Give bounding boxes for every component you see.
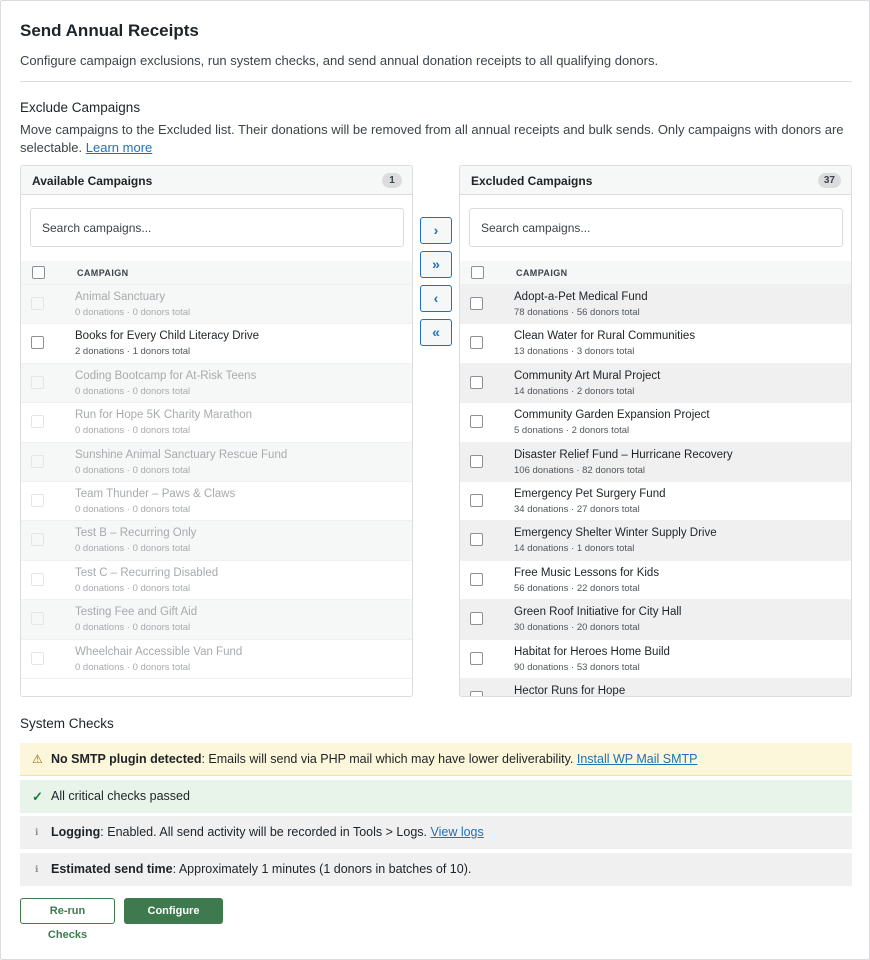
excluded-column-header xyxy=(460,261,851,285)
campaign-name: Adopt-a-Pet Medical Fund xyxy=(514,291,648,303)
divider xyxy=(20,81,852,82)
available-campaign-row xyxy=(21,482,412,521)
excluded-campaign-row[interactable] xyxy=(460,403,851,442)
excluded-campaign-row[interactable] xyxy=(460,640,851,679)
system-checks-title: System Checks xyxy=(20,716,114,731)
available-campaign-row xyxy=(21,640,412,679)
campaign-checkbox xyxy=(31,494,44,507)
excluded-campaign-row[interactable] xyxy=(460,324,851,363)
campaign-name: Team Thunder – Paws & Claws xyxy=(75,487,236,500)
campaign-meta: 0 donations · 0 donors total xyxy=(75,661,191,673)
campaign-meta: 78 donations · 56 donors total xyxy=(514,307,640,318)
available-column-label: CAMPAIGN xyxy=(77,268,129,278)
available-panel-header xyxy=(21,166,412,195)
exclude-campaigns-description xyxy=(20,121,852,157)
install-wp-mail-smtp-link[interactable]: Install WP Mail SMTP xyxy=(576,752,698,766)
available-campaign-row[interactable] xyxy=(21,324,412,363)
campaign-checkbox xyxy=(31,297,44,310)
excluded-campaign-row[interactable] xyxy=(460,600,851,639)
campaign-name: Green Roof Initiative for City Hall xyxy=(514,606,682,619)
campaign-checkbox xyxy=(31,376,44,389)
campaign-meta: 0 donations · 0 donors total xyxy=(75,464,191,476)
excluded-campaign-row[interactable] xyxy=(460,482,851,521)
campaign-name: Emergency Shelter Winter Supply Drive xyxy=(514,527,717,540)
excluded-panel-title: Excluded Campaigns xyxy=(471,174,593,188)
campaign-meta: 5 donations · 2 donors total xyxy=(514,425,630,437)
campaign-checkbox[interactable] xyxy=(470,533,483,546)
campaign-checkbox xyxy=(31,652,44,665)
available-column-header xyxy=(21,261,412,285)
exclude-campaigns-title: Exclude Campaigns xyxy=(20,100,141,115)
campaign-name: Emergency Pet Surgery Fund xyxy=(514,487,666,500)
campaign-checkbox xyxy=(31,612,44,625)
available-campaign-row xyxy=(21,364,412,403)
campaign-meta: 56 donations · 22 donors total xyxy=(514,582,640,594)
smtp-warning-bold: No SMTP plugin detected xyxy=(51,752,202,766)
campaign-name: Test B – Recurring Only xyxy=(75,527,197,540)
campaign-meta: 13 donations · 3 donors total xyxy=(514,346,635,358)
excluded-campaign-list[interactable] xyxy=(460,285,851,697)
available-campaign-row xyxy=(21,285,412,324)
excluded-campaigns-panel xyxy=(459,165,852,697)
move-selected-right-button[interactable]: › xyxy=(420,217,452,244)
view-logs-link[interactable]: View logs xyxy=(430,825,484,839)
excluded-count-badge: 37 xyxy=(818,173,841,188)
campaign-checkbox[interactable] xyxy=(470,297,483,310)
campaign-name: Books for Every Child Literacy Drive xyxy=(75,330,260,343)
estimated-time-bold: Estimated send time xyxy=(51,862,173,876)
excluded-column-label: CAMPAIGN xyxy=(516,268,568,278)
excluded-campaign-row[interactable] xyxy=(460,364,851,403)
campaign-checkbox[interactable] xyxy=(470,494,483,507)
excluded-campaign-row[interactable] xyxy=(460,679,851,697)
excluded-search-wrap xyxy=(460,195,851,261)
available-search-wrap xyxy=(21,195,412,261)
rerun-checks-button[interactable]: Re-run Checks xyxy=(20,898,115,924)
campaign-checkbox[interactable] xyxy=(470,612,483,625)
estimated-time-text: : Approximately 1 minutes (1 donors in batches of 10). xyxy=(172,862,472,876)
available-campaign-row xyxy=(21,443,412,482)
campaign-meta: 0 donations · 0 donors total xyxy=(75,582,191,594)
campaign-checkbox xyxy=(31,573,44,586)
campaign-name: Free Music Lessons for Kids xyxy=(514,566,660,579)
checks-passed-text: All critical checks passed xyxy=(51,789,190,803)
logging-text: : Enabled. All send activity will be recorded in Tools > Logs. xyxy=(100,825,427,839)
campaign-meta: 106 donations · 82 donors total xyxy=(514,464,645,476)
campaign-meta: 30 donations · 20 donors total xyxy=(514,622,640,634)
logging-notice xyxy=(20,816,852,849)
learn-more-link[interactable]: Learn more xyxy=(85,140,153,155)
campaign-checkbox[interactable] xyxy=(470,573,483,586)
checkmark-icon: ✓ xyxy=(32,789,43,804)
available-campaign-row xyxy=(21,561,412,600)
campaign-meta: 0 donations · 0 donors total xyxy=(75,425,191,437)
campaign-meta: 0 donations · 0 donors total xyxy=(75,503,191,515)
campaign-checkbox[interactable] xyxy=(470,376,483,389)
campaign-checkbox[interactable] xyxy=(470,691,483,697)
campaign-name: Community Art Mural Project xyxy=(514,369,661,382)
campaign-checkbox[interactable] xyxy=(470,455,483,468)
available-count-badge: 1 xyxy=(382,173,402,188)
campaign-meta: 34 donations · 27 donors total xyxy=(514,503,640,515)
campaign-meta: 14 donations · 1 donors total xyxy=(514,543,635,555)
campaign-checkbox[interactable] xyxy=(470,336,483,349)
campaign-checkbox xyxy=(31,455,44,468)
logging-bold: Logging xyxy=(51,825,101,839)
campaign-meta: 14 donations · 2 donors total xyxy=(514,385,635,397)
info-icon: ℹ xyxy=(35,827,39,837)
campaign-name: Community Garden Expansion Project xyxy=(514,409,710,422)
available-campaigns-panel xyxy=(20,165,413,697)
campaign-name: Sunshine Animal Sanctuary Rescue Fund xyxy=(75,448,288,461)
campaign-name: Disaster Relief Fund – Hurricane Recovery xyxy=(514,448,733,461)
campaign-checkbox xyxy=(31,415,44,428)
campaign-name: Clean Water for Rural Communities xyxy=(514,330,696,343)
warning-icon: ⚠ xyxy=(32,752,43,766)
smtp-warning-notice xyxy=(20,743,852,776)
move-all-left-button[interactable]: « xyxy=(420,319,452,346)
transfer-controls xyxy=(420,217,452,353)
campaign-meta: 0 donations · 0 donors total xyxy=(75,622,191,634)
move-selected-left-button[interactable]: ‹ xyxy=(420,285,452,312)
campaign-name: Testing Fee and Gift Aid xyxy=(75,606,198,619)
excluded-campaign-row[interactable] xyxy=(460,443,851,482)
excluded-campaign-row[interactable] xyxy=(460,521,851,560)
campaign-checkbox[interactable] xyxy=(31,336,44,349)
campaign-name: Wheelchair Accessible Van Fund xyxy=(75,645,243,658)
excluded-search-input[interactable] xyxy=(469,208,843,247)
info-icon: ℹ xyxy=(35,864,39,874)
campaign-name: Coding Bootcamp for At-Risk Teens xyxy=(75,369,257,382)
campaign-meta: 0 donations · 0 donors total xyxy=(75,385,191,397)
available-panel-title: Available Campaigns xyxy=(32,174,153,188)
page-description: Configure campaign exclusions, run system checks, and send annual donation receipts to all qualifying donors. xyxy=(20,53,659,68)
campaign-meta: 0 donations · 0 donors total xyxy=(75,307,191,318)
move-all-right-button[interactable]: » xyxy=(420,251,452,278)
campaign-name: Run for Hope 5K Charity Marathon xyxy=(75,409,253,422)
configure-send-button[interactable]: Configure Send xyxy=(124,898,223,924)
campaign-name: Habitat for Heroes Home Build xyxy=(514,645,670,658)
campaign-meta: 2 donations · 1 donors total xyxy=(75,346,191,358)
available-search-input[interactable] xyxy=(30,208,404,247)
excluded-campaign-row[interactable] xyxy=(460,285,851,324)
excluded-panel-header xyxy=(460,166,851,195)
campaign-checkbox xyxy=(31,533,44,546)
smtp-warning-text: : Emails will send via PHP mail which may have lower deliverability. xyxy=(201,752,574,766)
campaign-name: Hector Runs for Hope xyxy=(514,684,626,697)
excluded-campaign-row[interactable] xyxy=(460,561,851,600)
available-campaign-list xyxy=(21,285,412,679)
campaign-checkbox[interactable] xyxy=(470,652,483,665)
campaign-meta: 0 donations · 0 donors total xyxy=(75,543,191,555)
exclude-description-text: Move campaigns to the Excluded list. Their donations will be removed from all annual receipts and bulk sends. Only campaigns with donors are selectable. xyxy=(20,122,844,155)
available-campaign-row xyxy=(21,600,412,639)
available-campaign-row xyxy=(21,403,412,442)
available-campaign-row xyxy=(21,521,412,560)
excluded-select-all-checkbox[interactable] xyxy=(471,266,484,279)
campaign-meta: 90 donations · 53 donors total xyxy=(514,661,640,673)
checks-passed-notice xyxy=(20,780,852,813)
campaign-checkbox[interactable] xyxy=(470,415,483,428)
estimated-time-notice xyxy=(20,853,852,886)
page-title: Send Annual Receipts xyxy=(20,21,199,40)
campaign-name: Animal Sanctuary xyxy=(75,291,166,303)
available-select-all-checkbox[interactable] xyxy=(32,266,45,279)
campaign-name: Test C – Recurring Disabled xyxy=(75,566,219,579)
